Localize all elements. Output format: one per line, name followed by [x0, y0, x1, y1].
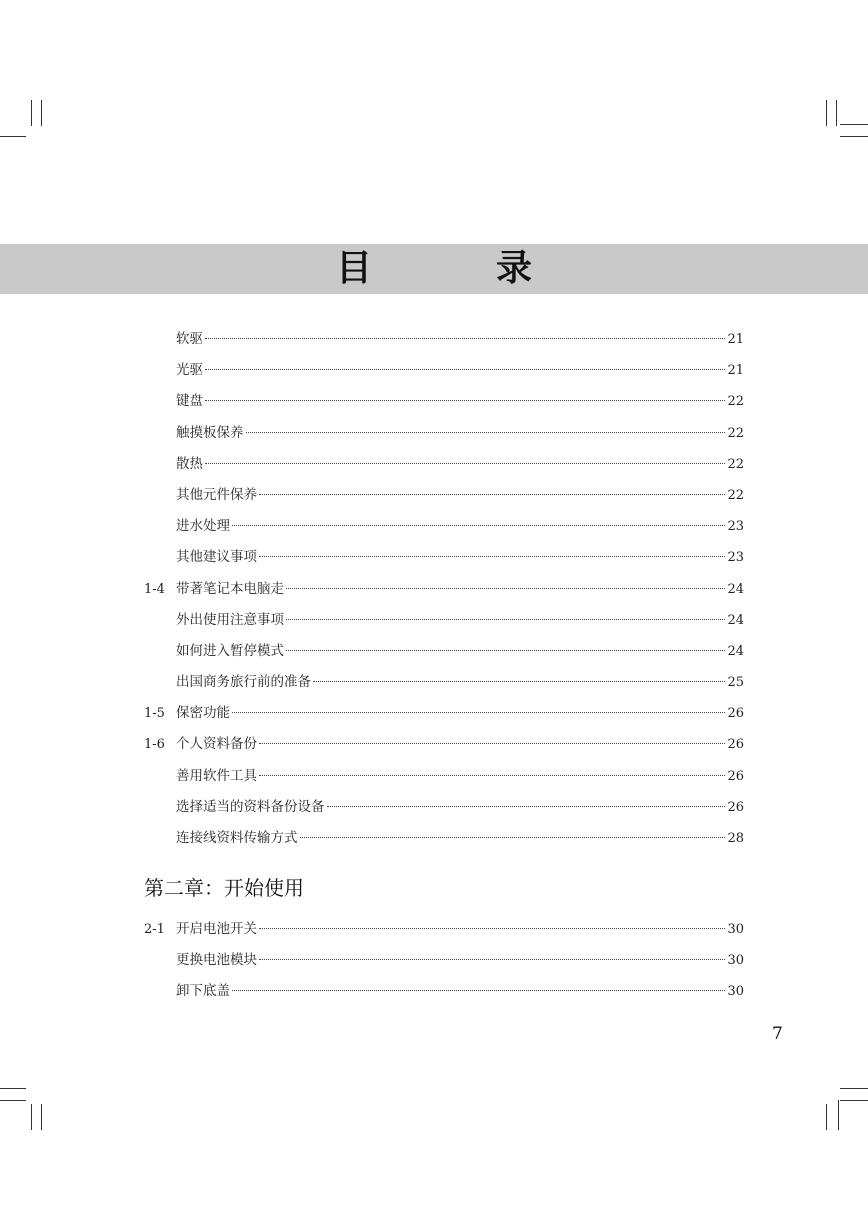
toc-entry-page: 24 [727, 643, 744, 659]
toc-entry[interactable] [144, 421, 744, 452]
toc-entry[interactable] [144, 389, 744, 420]
toc-entry-page: 26 [727, 706, 744, 722]
toc-entry-page: 21 [727, 363, 744, 379]
toc-leader-dots [232, 524, 725, 526]
toc-entry[interactable] [144, 948, 744, 979]
toc-entry[interactable] [144, 670, 744, 701]
toc-entry-number: 1-4 [144, 581, 165, 597]
toc-leader-dots [259, 958, 725, 960]
toc-leader-dots [259, 927, 725, 929]
toc-leader-dots [259, 493, 725, 495]
toc-entry-page: 22 [727, 425, 744, 441]
toc-entry-label: 其他建议事项 [176, 549, 257, 566]
toc-entry[interactable] [144, 358, 744, 389]
toc-entry-page: 26 [727, 768, 744, 784]
toc-entry-page: 24 [727, 581, 744, 597]
toc-list-b [144, 917, 744, 1011]
toc-entry-page: 26 [727, 799, 744, 815]
toc-entry-label: 善用软件工具 [176, 767, 257, 784]
toc-entry-page: 22 [727, 456, 744, 472]
toc-entry[interactable] [144, 577, 744, 608]
toc-entry[interactable] [144, 979, 744, 1010]
toc-entry[interactable] [144, 545, 744, 576]
toc-leader-dots [205, 368, 725, 370]
toc-leader-dots [286, 649, 725, 651]
toc-entry-label: 选择适当的资料备份设备 [176, 798, 325, 815]
chapter-heading: 第二章：开始使用 [144, 876, 304, 900]
page-title: 目 录 [335, 248, 576, 289]
toc-entry-label: 散热 [176, 455, 203, 472]
toc-entry[interactable] [144, 327, 744, 358]
toc-entry-label: 如何进入暂停模式 [176, 642, 284, 659]
toc-entry-page: 23 [727, 550, 744, 566]
toc-leader-dots [300, 836, 726, 838]
toc-entry-number: 2-1 [144, 922, 165, 937]
toc-entry[interactable] [144, 732, 744, 763]
toc-entry-page: 22 [727, 487, 744, 503]
toc-entry-page: 23 [727, 519, 744, 535]
toc-entry-page: 30 [727, 922, 744, 937]
toc-entry[interactable] [144, 639, 744, 670]
toc-entry-label: 卸下底盖 [176, 983, 230, 1000]
toc-leader-dots [259, 774, 725, 776]
toc-entry-label: 外出使用注意事项 [176, 611, 284, 628]
toc-entry-page: 22 [727, 394, 744, 410]
toc-entry-label: 键盘 [176, 393, 203, 410]
toc-entry-label: 进水处理 [176, 518, 230, 535]
toc-entry[interactable] [144, 764, 744, 795]
toc-entry[interactable] [144, 452, 744, 483]
toc-entry[interactable] [144, 701, 744, 732]
toc-entry-label: 其他元件保养 [176, 486, 257, 503]
toc-entry-label: 更换电池模块 [176, 952, 257, 969]
toc-entry-number: 1-6 [144, 737, 165, 753]
toc-leader-dots [259, 742, 725, 744]
toc-entry-page: 28 [727, 831, 744, 846]
toc-entry-label: 带著笔记本电脑走 [176, 580, 284, 597]
toc-entry[interactable] [144, 608, 744, 639]
toc-leader-dots [286, 618, 725, 620]
toc-entry[interactable] [144, 514, 744, 545]
toc-entry-label: 出国商务旅行前的准备 [176, 674, 311, 691]
toc-entry-label: 触摸板保养 [176, 424, 244, 441]
toc-leader-dots [232, 711, 725, 713]
toc-entry-label: 光驱 [176, 362, 203, 379]
toc-entry-label: 软驱 [176, 331, 203, 347]
toc-entry[interactable] [144, 483, 744, 514]
toc-leader-dots [327, 805, 726, 807]
toc-entry-label: 保密功能 [176, 705, 230, 722]
toc-entry-page: 24 [727, 612, 744, 628]
toc-leader-dots [286, 587, 725, 589]
toc-entry-page: 26 [727, 737, 744, 753]
toc-entry-label: 开启电池开关 [176, 921, 257, 937]
toc-entry-page: 21 [727, 332, 744, 347]
toc-leader-dots [205, 462, 725, 464]
toc-entry[interactable] [144, 826, 744, 857]
toc-entry-number: 1-5 [144, 706, 165, 722]
toc-leader-dots [205, 337, 725, 339]
page-number: 7 [772, 1024, 783, 1044]
toc-entry[interactable] [144, 795, 744, 826]
toc-leader-dots [246, 431, 726, 433]
toc-leader-dots [313, 680, 725, 682]
toc-leader-dots [259, 555, 725, 557]
toc-entry-label: 个人资料备份 [176, 736, 257, 753]
toc-leader-dots [232, 989, 725, 991]
toc-entry-label: 连接线资料传输方式 [176, 830, 298, 846]
toc-entry-page: 30 [727, 984, 744, 1000]
toc-list-a [144, 327, 744, 857]
toc-entry[interactable] [144, 917, 744, 948]
toc-entry-page: 25 [727, 675, 744, 691]
toc-leader-dots [205, 399, 725, 401]
toc-entry-page: 30 [727, 953, 744, 969]
